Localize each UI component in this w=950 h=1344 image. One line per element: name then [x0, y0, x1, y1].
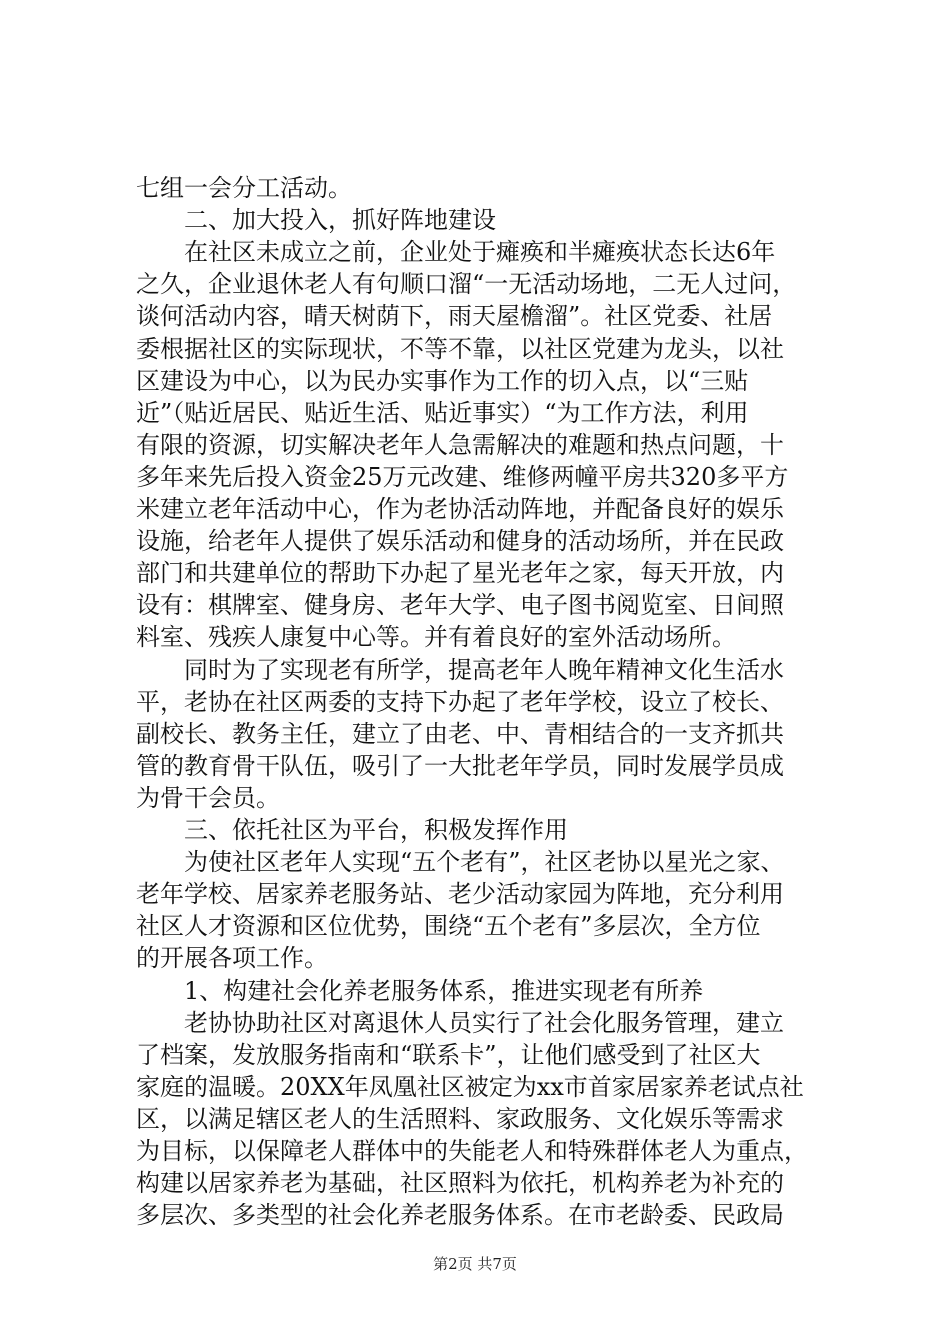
text-line: 社区人才资源和区位优势，围绕“五个老有”多层次，全方位	[136, 912, 761, 941]
text-line: 委根据社区的实际现状，不等不靠，以社区党建为龙头，以社	[136, 334, 784, 363]
text-line: 米建立老年活动中心，作为老协活动阵地，并配备良好的娱乐	[136, 495, 784, 523]
text-line: 管的教育骨干队伍，吸引了一大批老年学员，同时发展学员成	[136, 751, 784, 780]
text-line: 多年来先后投入资金25万元改建、维修两幢平房共320多平方	[136, 462, 789, 491]
page-footer: 第2页 共7页	[433, 1255, 517, 1273]
text-line: 为目标，以保障老人群体中的失能老人和特殊群体老人为重点，	[136, 1137, 808, 1165]
text-line: 区，以满足辖区老人的生活照料、家政服务、文化娱乐等需求	[136, 1104, 784, 1133]
text-line: 设施，给老年人提供了娱乐活动和健身的活动场所，并在民政	[136, 527, 784, 556]
text-line: 设有：棋牌室、健身房、老年大学、电子图书阅览室、日间照	[136, 591, 784, 620]
text-line: 部门和共建单位的帮助下办起了星光老年之家，每天开放，内	[136, 559, 784, 588]
text-line: 为使社区老年人实现“五个老有”，社区老协以星光之家、	[136, 848, 785, 877]
text-line: 为骨干会员。	[136, 783, 280, 812]
text-line: 二、加大投入，抓好阵地建设	[136, 206, 496, 235]
text-line: 了档案，发放服务指南和“联系卡”，让他们感受到了社区大	[136, 1040, 761, 1069]
text-line: 有限的资源，切实解决老年人急需解决的难题和热点问题，十	[136, 430, 784, 459]
text-line: 谈何活动内容，晴天树荫下，雨天屋檐溜”。社区党委、社居	[136, 302, 773, 331]
text-line: 区建设为中心，以为民办实事作为工作的切入点，以“三贴	[136, 366, 749, 395]
text-line: 家庭的温暖。20XX年凤凰社区被定为xx市首家居家养老试点社	[136, 1072, 804, 1101]
text-line: 副校长、教务主任，建立了由老、中、青相结合的一支齐抓共	[136, 719, 784, 748]
text-line: 构建以居家养老为基础，社区照料为依托，机构养老为补充的	[136, 1169, 784, 1198]
text-line: 多层次、多类型的社会化养老服务体系。在市老龄委、民政局	[136, 1201, 784, 1230]
text-line: 七组一会分工活动。	[136, 174, 352, 202]
text-line: 的开展各项工作。	[136, 944, 328, 973]
text-line: 三、依托社区为平台，积极发挥作用	[136, 816, 568, 844]
text-line: 近”（贴近居民、贴近生活、贴近事实）“为工作方法，利用	[136, 398, 749, 427]
text-line: 之久，企业退休老人有句顺口溜“一无活动场地，二无人过问，	[136, 270, 797, 299]
text-line: 平，老协在社区两委的支持下办起了老年学校，设立了校长、	[136, 687, 784, 716]
text-line: 料室、残疾人康复中心等。并有着良好的室外活动场所。	[136, 623, 736, 652]
text-line: 老年学校、居家养老服务站、老少活动家园为阵地，充分利用	[136, 880, 784, 909]
text-line: 老协协助社区对离退休人员实行了社会化服务管理，建立	[136, 1008, 784, 1037]
text-line: 在社区未成立之前，企业处于瘫痪和半瘫痪状态长达6年	[136, 238, 776, 267]
text-line: 1、构建社会化养老服务体系，推进实现老有所养	[136, 976, 704, 1005]
text-line: 同时为了实现老有所学，提高老年人晚年精神文化生活水	[136, 655, 784, 684]
